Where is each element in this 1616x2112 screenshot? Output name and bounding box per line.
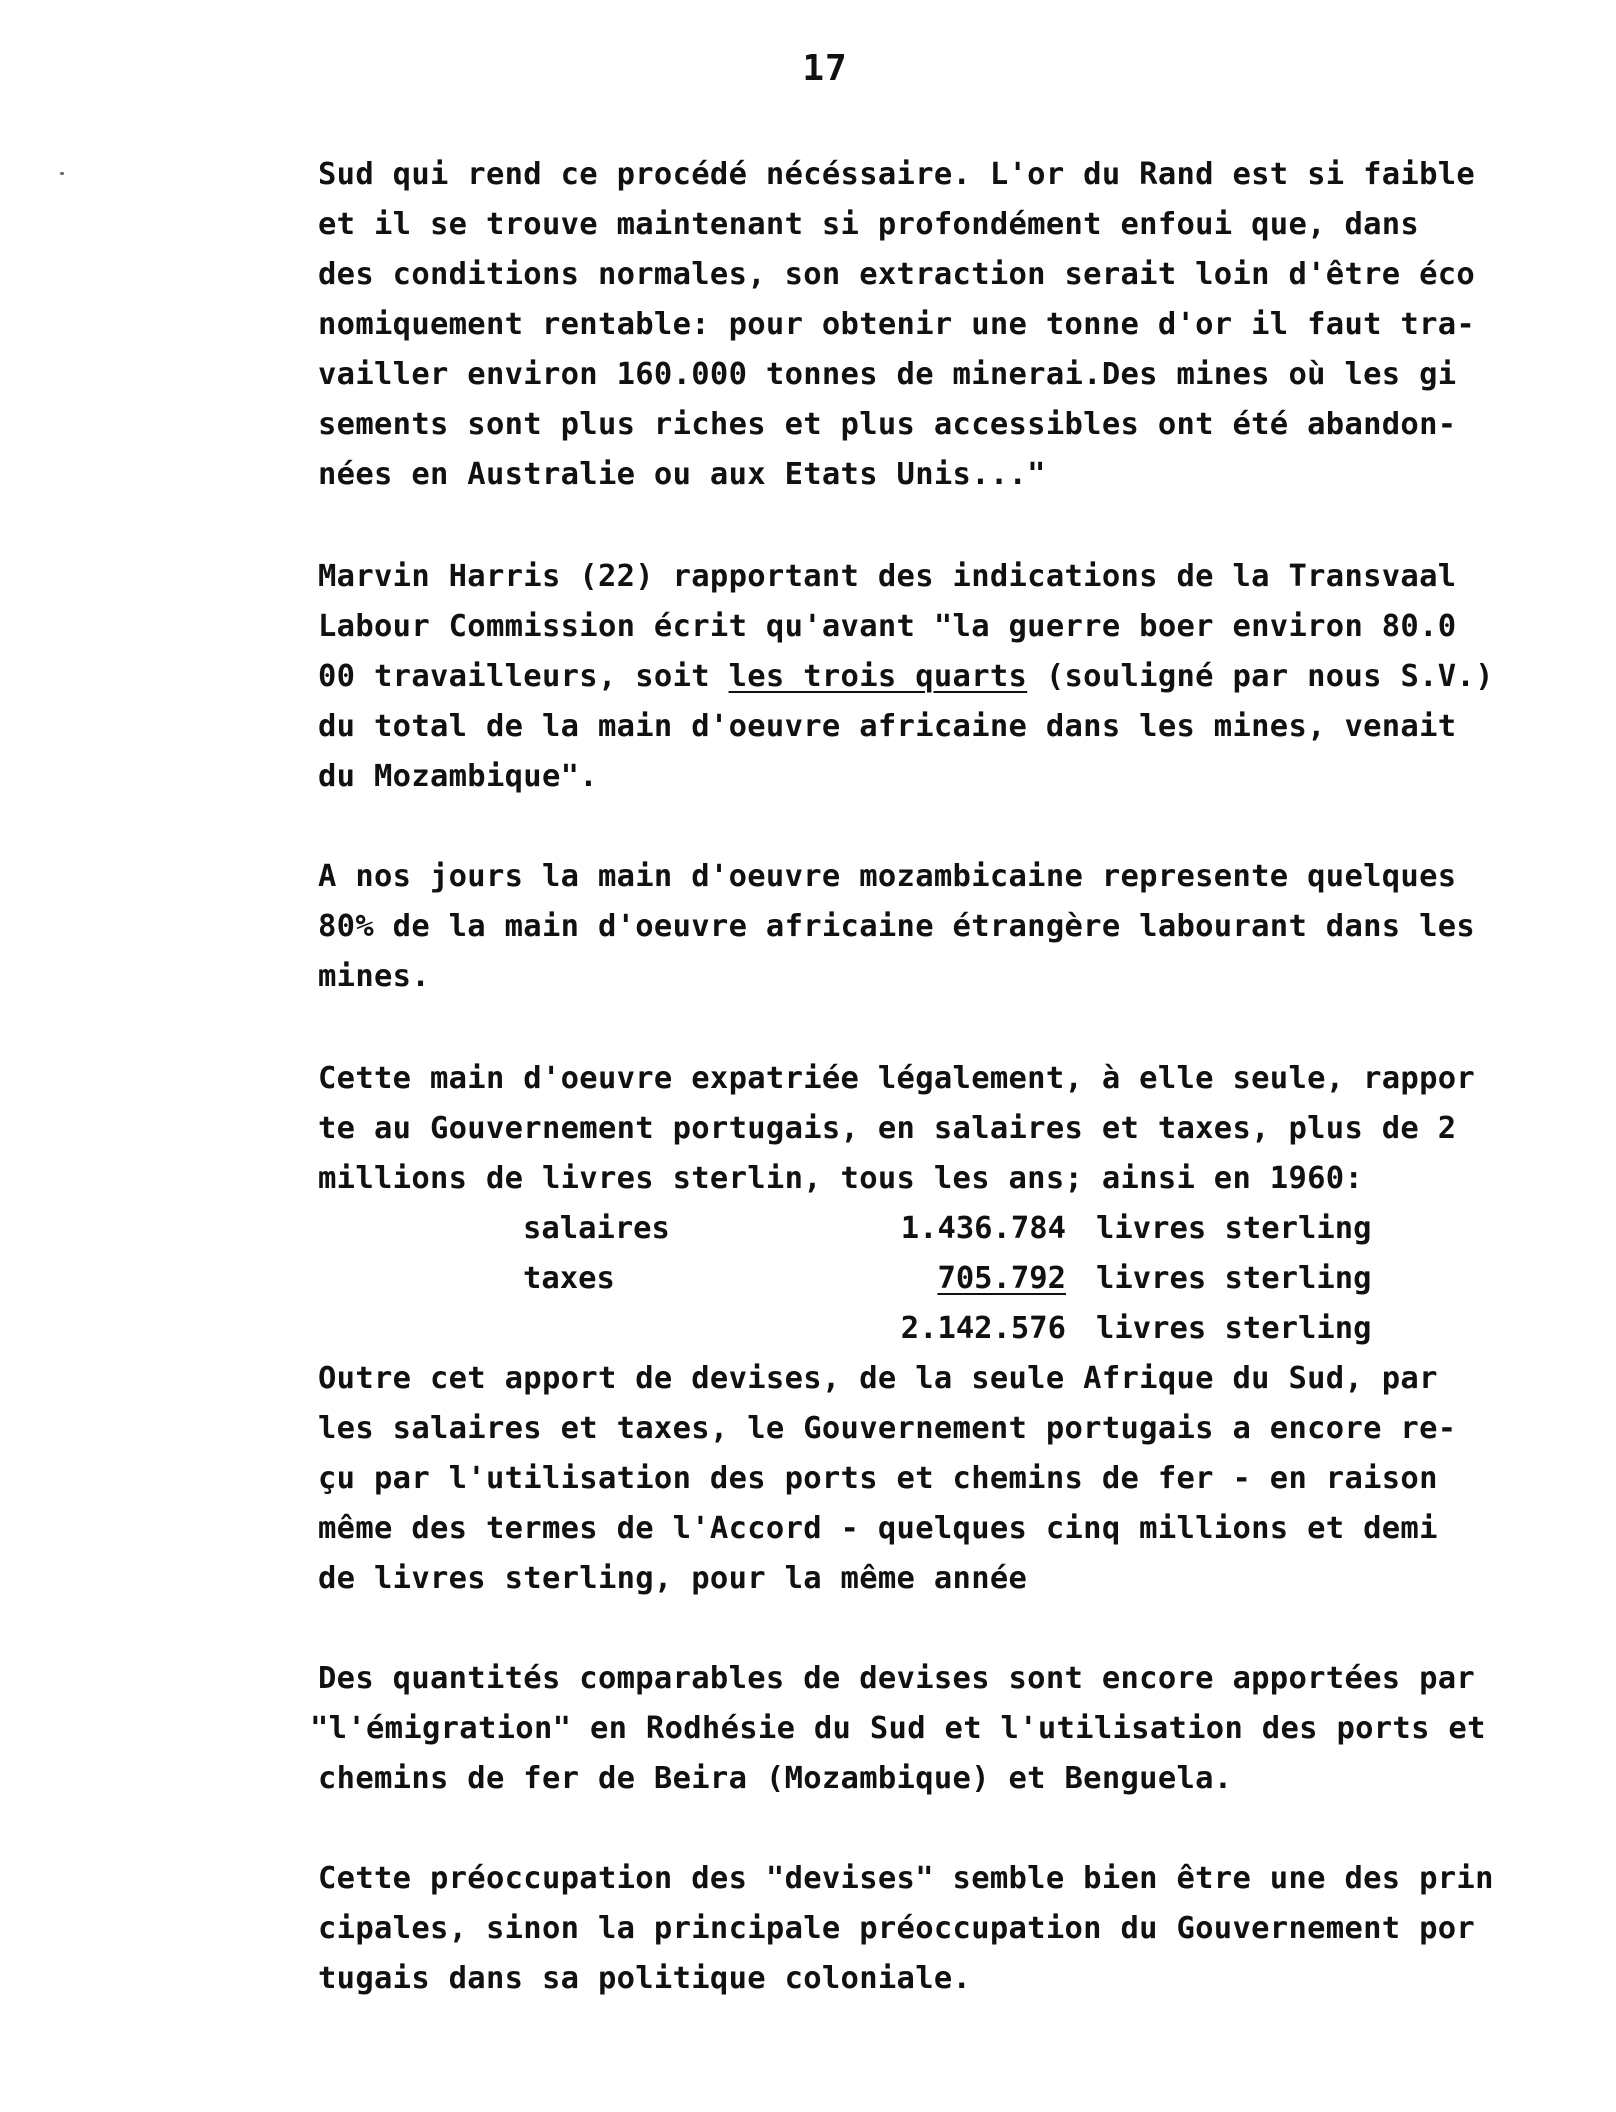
text-line: Outre cet apport de devises, de la seule Afrique du Sud, par — [318, 1361, 1438, 1396]
text-line: nées en Australie ou aux Etats Unis..." — [318, 457, 1046, 492]
text-line: Cette main d'oeuvre expatriée légalement, à elle seule, rappor — [318, 1061, 1476, 1096]
text-line: Cette préoccupation des "devises" semble bien être une des prin — [318, 1861, 1494, 1896]
text-line: A nos jours la main d'oeuvre mozambicaine represente quelques — [318, 859, 1457, 894]
paragraph-7 — [318, 1854, 1608, 2004]
text-line: te au Gouvernement portugais, en salaires et taxes, plus de 2 — [318, 1111, 1457, 1146]
revenue-table — [318, 1204, 1518, 1354]
text-line: Des quantités comparables de devises sont encore apportées par — [318, 1661, 1476, 1696]
table-total-row — [318, 1304, 1518, 1354]
row-unit: livres sterling — [1096, 1211, 1372, 1246]
row-unit: livres sterling — [1096, 1311, 1372, 1346]
underlined-emphasis: les trois quarts — [728, 659, 1028, 694]
text-line: du total de la main d'oeuvre africaine dans les mines, venait — [318, 709, 1457, 744]
page-number: 17 — [802, 48, 848, 89]
text-line: sements sont plus riches et plus accessibles ont été abandon- — [318, 407, 1457, 442]
text-line: 80% de la main d'oeuvre africaine étrangère labourant dans les — [318, 909, 1476, 944]
row-label: taxes — [523, 1261, 615, 1296]
text-line: et il se trouve maintenant si profondément enfoui que, dans — [318, 207, 1420, 242]
text-line: cipales, sinon la principale préoccupation du Gouvernement por — [318, 1911, 1476, 1946]
text-segment: 00 travailleurs, soit — [318, 659, 729, 694]
total-amount: 2.142.576 — [900, 1311, 1066, 1346]
table-row — [318, 1204, 1518, 1254]
text-line: même des termes de l'Accord - quelques cinq millions et demi — [318, 1511, 1438, 1546]
row-label: salaires — [523, 1211, 670, 1246]
text-line: vailler environ 160.000 tonnes de minerai.Des mines où les gi — [318, 357, 1457, 392]
text-line: des conditions normales, son extraction serait loin d'être éco — [318, 257, 1476, 292]
paragraph-6 — [310, 1654, 1608, 1804]
text-line: chemins de fer de Beira (Mozambique) et Benguela. — [318, 1761, 1233, 1796]
text-line: Sud qui rend ce procédé nécéssaire. L'or du Rand est si faible — [318, 157, 1476, 192]
paragraph-3 — [318, 852, 1608, 1002]
text-line: Labour Commission écrit qu'avant "la guerre boer environ 80.0 — [318, 609, 1457, 644]
row-unit: livres sterling — [1096, 1261, 1372, 1296]
paragraph-5 — [318, 1354, 1608, 1604]
text-line-underlined — [318, 652, 1608, 702]
paragraph-2 — [318, 552, 1608, 802]
row-amount: 705.792 — [937, 1261, 1066, 1296]
text-line: de livres sterling, pour la même année — [318, 1561, 1028, 1596]
text-line: les salaires et taxes, le Gouvernement portugais a encore re- — [318, 1411, 1457, 1446]
text-line: mines. — [318, 959, 430, 994]
table-row — [318, 1254, 1518, 1304]
text-line: tugais dans sa politique coloniale. — [318, 1961, 972, 1996]
text-line: nomiquement rentable: pour obtenir une tonne d'or il faut tra- — [318, 307, 1476, 342]
paragraph-1 — [318, 150, 1608, 500]
paragraph-4 — [318, 1054, 1608, 1204]
row-amount: 1.436.784 — [900, 1211, 1066, 1246]
text-line: Marvin Harris (22) rapportant des indications de la Transvaal — [318, 559, 1457, 594]
text-line: millions de livres sterlin, tous les ans; ainsi en 1960: — [318, 1161, 1364, 1196]
text-line: çu par l'utilisation des ports et chemins de fer - en raison — [318, 1461, 1438, 1496]
margin-mark — [60, 172, 64, 175]
text-segment: (souligné par nous S.V.) — [1027, 659, 1494, 694]
text-line: du Mozambique". — [318, 759, 598, 794]
text-line: "l'émigration" en Rodhésie du Sud et l'utilisation des ports et — [310, 1711, 1486, 1746]
